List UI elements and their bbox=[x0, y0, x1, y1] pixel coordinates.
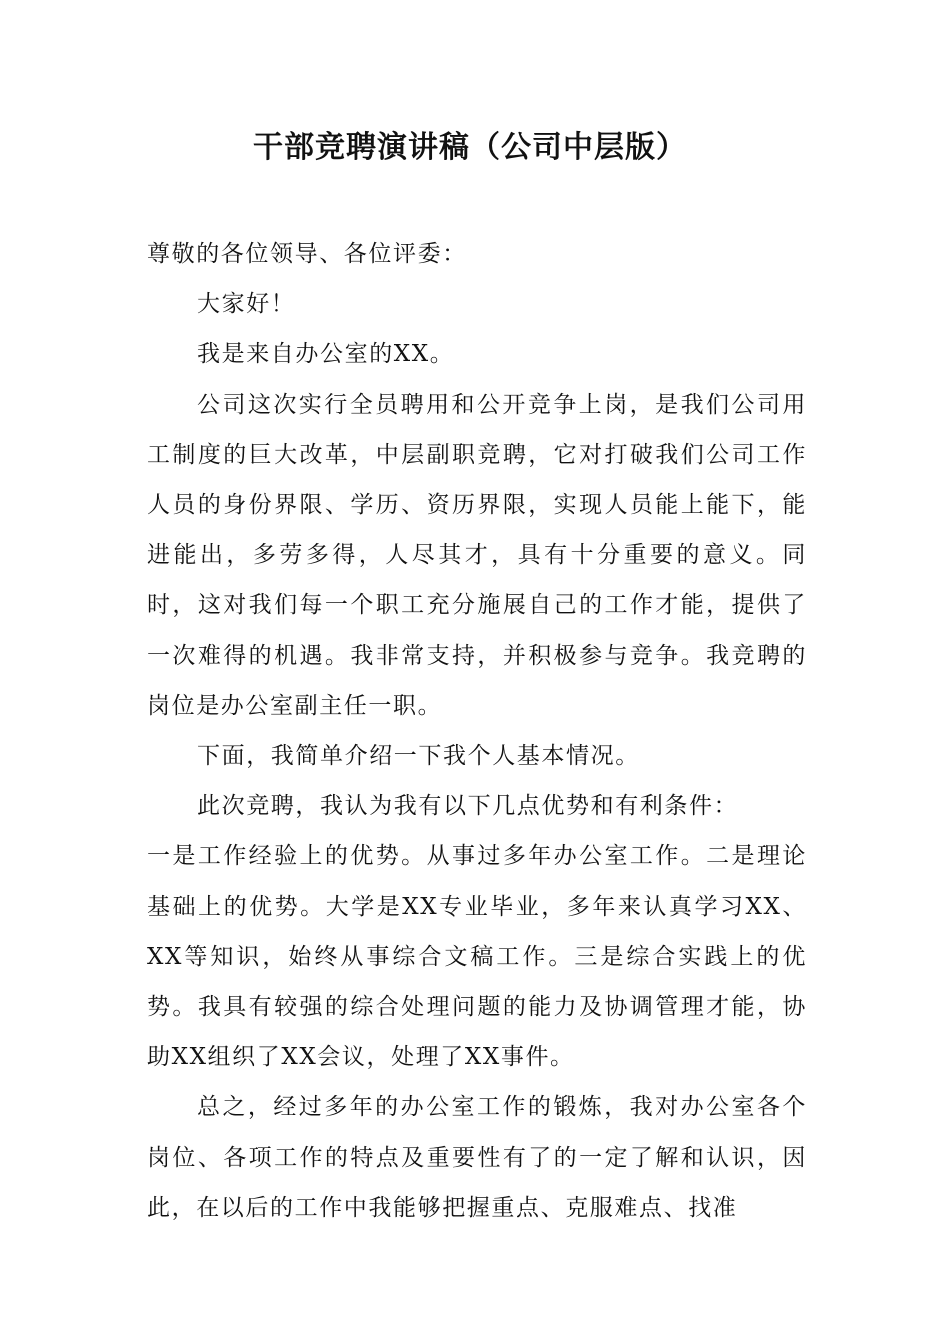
paragraph-introduction: 我是来自办公室的XX。 bbox=[197, 341, 455, 368]
document-title: 干部竞聘演讲稿（公司中层版） bbox=[253, 130, 687, 165]
paragraph-personal-intro: 下面，我简单介绍一下我个人基本情况。 bbox=[197, 743, 640, 770]
paragraph-advantages-lead: 此次竞聘，我认为我有以下几点优势和有利条件： bbox=[197, 793, 739, 820]
paragraph-greeting: 大家好！ bbox=[197, 291, 296, 318]
paragraph-reform: 公司这次实行全员聘用和公开竞争上岗，是我们公司用工制度的巨大改革，中层副职竞聘，它对打破我们公司工作人员的身份界限、学历、资历界限，实现人员能上能下，能进能出，多劳多得，人尽其才，具有十分重要的意义。同时，这对我们每一个职工充分施展自己的工作才能，提供了一次难得的机遇。我非常支持，并积极参与竞争。我竞聘的岗位是办公室副主任一职。 bbox=[147, 391, 807, 719]
salutation: 尊敬的各位领导、各位评委： bbox=[147, 241, 467, 267]
paragraph-conclusion: 总之，经过多年的办公室工作的锻炼，我对办公室各个岗位、各项工作的特点及重要性有了的一定了解和认识，因此，在以后的工作中我能够把握重点、克服难点、找准 bbox=[147, 1094, 807, 1221]
paragraph-advantages: 一是工作经验上的优势。从事过多年办公室工作。二是理论基础上的优势。大学是XX专业毕业，多年来认真学习XX、XX等知识，始终从事综合文稿工作。三是综合实践上的优势。我具有较强的综合处理问题的能力及协调管理才能，协助XX组织了XX会议，处理了XX事件。 bbox=[147, 843, 807, 1071]
document-body bbox=[147, 229, 807, 1233]
